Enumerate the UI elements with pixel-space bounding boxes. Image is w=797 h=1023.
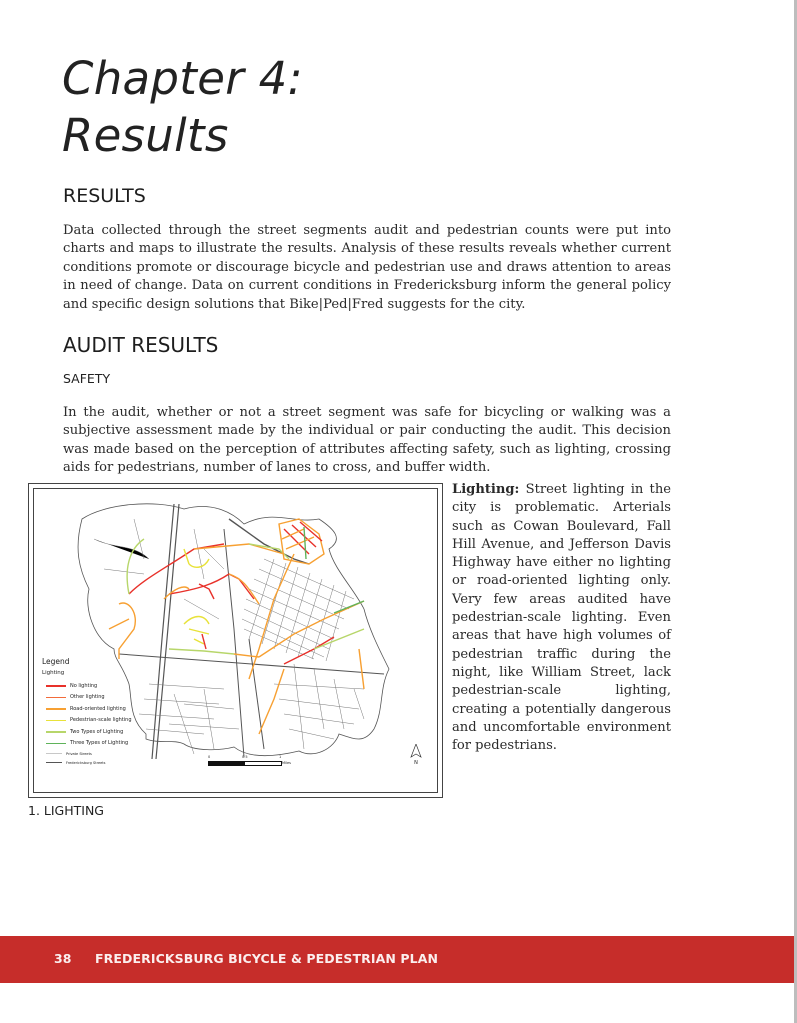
legend-label: No lighting	[70, 682, 98, 689]
legend-item-road-oriented	[42, 703, 132, 715]
scale-unit: Miles	[282, 761, 291, 765]
legend-swatch	[46, 685, 66, 687]
chapter-title-line1: Chapter 4:	[62, 52, 304, 105]
chapter-title	[62, 50, 303, 164]
north-label: N	[414, 760, 418, 766]
legend-title: Legend	[42, 657, 70, 666]
legend-item-three-types	[42, 738, 132, 750]
legend-swatch	[46, 762, 62, 763]
scale-tick-1: 1	[279, 755, 282, 759]
lighting-label: Lighting:	[452, 482, 520, 497]
legend-label: Road-oriented lighting	[70, 705, 126, 712]
legend-swatch	[46, 708, 66, 710]
page-footer	[0, 936, 795, 983]
legend-label: Pedestrian-scale lighting	[70, 717, 132, 724]
legend-subtitle: Lighting	[42, 670, 65, 676]
chapter-title-line2: Results	[62, 109, 229, 162]
legend-label: Fredericksburg Streets	[66, 760, 106, 765]
map-legend	[42, 657, 132, 767]
audit-results-heading: AUDIT RESULTS	[63, 333, 219, 357]
lighting-paragraph	[452, 481, 671, 755]
safety-paragraph: In the audit, whether or not a street segment was safe for bicycling or walking was a subjective assessment made by the individual or pair conducting the audit. This decision was made based on the perception of attributes affecting safety, such as lighting, crossing aids for pedestrians, number of lanes to cross, and buffer width.	[63, 405, 671, 476]
lighting-text: Street lighting in the city is problematic. Arterials such as Cowan Boulevard, Fall Hill Avenue, and Jefferson Davis Highway have either no lighting or road-oriented lighting only. Very few areas audited have pedestrian-scale lighting. Even areas that have high volumes of pedestrian traffic during the night, like William Street, lack pedestrian-scale lighting, creating a potentially dangerous and uncomfortable environment for pedestrians.	[452, 482, 671, 754]
results-heading: RESULTS	[63, 185, 146, 207]
footer-title: FREDERICKSBURG BICYCLE & PEDESTRIAN PLAN	[95, 951, 439, 966]
legend-label: Private Streets	[66, 751, 92, 756]
scale-tick-half: 0.5	[242, 755, 248, 759]
north-arrow-icon	[410, 744, 422, 758]
results-paragraph: Data collected through the street segments audit and pedestrian counts were put into charts and maps to illustrate the results. Analysis of these results reveals whether current conditions promote or discourage bicycle and pedestrian use and draws attention to areas in need of change. Data on current conditions in Fredericksburg inform the general policy and specific design solutions that Bike|Ped|Fred suggests for the city.	[63, 223, 671, 312]
legend-swatch	[46, 753, 62, 754]
lighting-map-figure	[28, 483, 443, 798]
map-frame	[33, 488, 438, 793]
safety-heading: SAFETY	[63, 371, 111, 386]
north-arrow	[410, 744, 422, 766]
legend-item-other-lighting	[42, 692, 132, 704]
scale-bar	[208, 755, 291, 766]
legend-item-private-streets	[42, 749, 132, 758]
page-number: 38	[54, 951, 72, 966]
legend-label: Other lighting	[70, 694, 105, 701]
scale-tick-0: 0	[208, 755, 211, 759]
legend-item-pedestrian-scale	[42, 715, 132, 727]
figure-caption: 1. LIGHTING	[28, 803, 104, 818]
legend-item-fredericksburg-streets	[42, 758, 132, 767]
legend-swatch	[46, 720, 66, 722]
scale-bar-graphic	[208, 761, 282, 766]
legend-label: Three Types of Lighting	[70, 740, 129, 747]
legend-label: Two Types of Lighting	[70, 728, 124, 735]
legend-swatch	[46, 697, 66, 699]
legend-swatch	[46, 731, 66, 733]
legend-swatch	[46, 743, 66, 745]
legend-item-two-types	[42, 726, 132, 738]
legend-item-no-lighting	[42, 680, 132, 692]
